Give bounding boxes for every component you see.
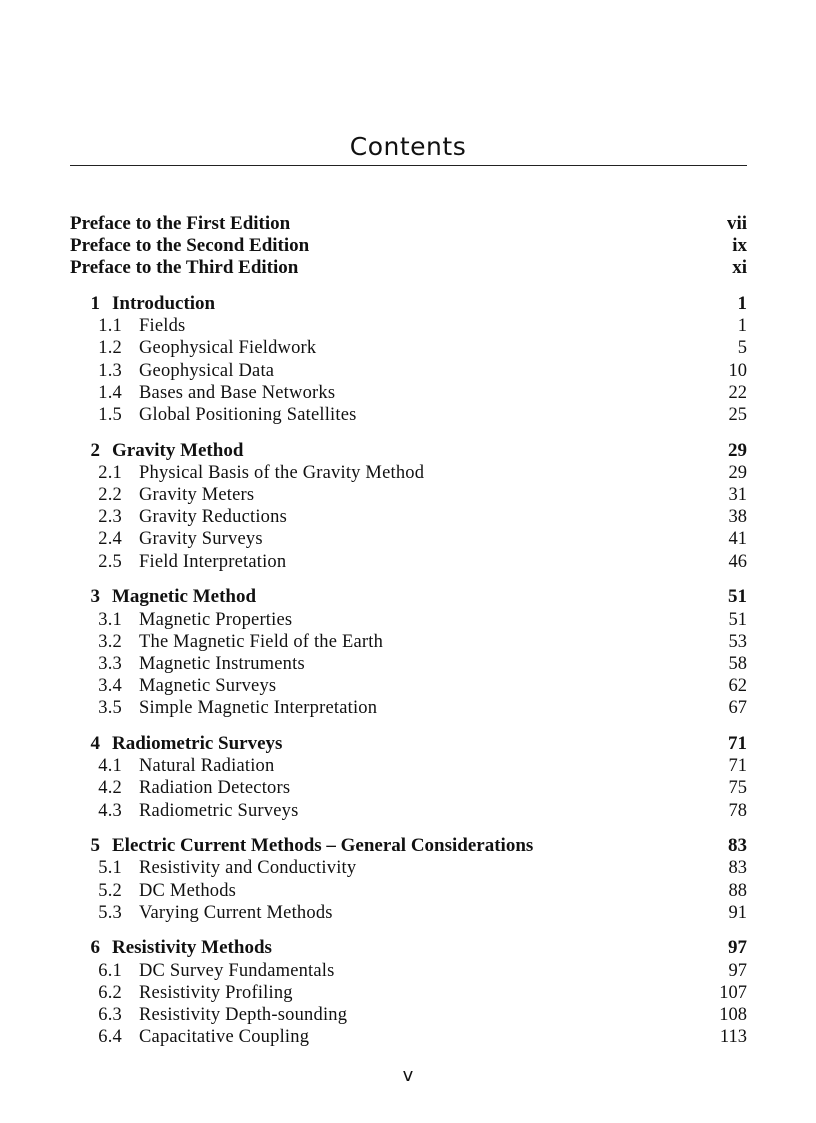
section-title: Gravity Surveys (139, 529, 263, 550)
section-number: 4.3 (98, 800, 122, 821)
section-page: 97 (728, 960, 747, 981)
toc-section-entry (70, 675, 747, 697)
section-number: 1.3 (98, 360, 122, 381)
section-page: 107 (719, 982, 747, 1003)
toc-chapter-entry (70, 835, 747, 857)
title-rule (70, 165, 747, 166)
chapter-number: 4 (90, 732, 100, 754)
section-number: 1.4 (98, 382, 122, 403)
toc-section-entry (70, 360, 747, 382)
chapter-page: 29 (728, 439, 747, 461)
section-title: Magnetic Instruments (139, 653, 305, 674)
toc-section-entry (70, 506, 747, 528)
section-title: Magnetic Properties (139, 609, 293, 630)
section-page: 38 (728, 507, 747, 528)
section-number: 5.1 (98, 858, 122, 879)
section-number: 3.1 (98, 609, 122, 630)
section-title: DC Survey Fundamentals (139, 960, 335, 981)
toc-section-entry (70, 857, 747, 879)
toc-chapter-entry (70, 293, 747, 315)
section-page: 88 (728, 880, 747, 901)
page-number: v (402, 1065, 414, 1086)
toc-section-entry (70, 697, 747, 719)
table-of-contents (70, 213, 747, 1048)
chapter-number: 1 (90, 293, 100, 315)
section-page: 113 (719, 1027, 747, 1048)
section-page: 62 (728, 676, 747, 697)
section-page: 71 (728, 756, 747, 777)
toc-section-entry (70, 777, 747, 799)
section-page: 41 (728, 529, 747, 550)
toc-section-entry (70, 755, 747, 777)
entry-page: xi (732, 257, 747, 279)
section-page: 108 (719, 1005, 747, 1025)
section-number: 2.4 (98, 529, 122, 550)
section-number: 2.2 (98, 485, 122, 506)
chapter-page: 71 (728, 732, 747, 754)
entry-title: Preface to the Second Edition (70, 235, 310, 257)
section-page: 51 (728, 609, 747, 630)
toc-section-entry (70, 1004, 747, 1026)
section-title: DC Methods (139, 880, 237, 901)
chapter-title: Gravity Method (112, 439, 244, 461)
section-number: 6.2 (98, 982, 122, 1003)
toc-section-entry (70, 1026, 747, 1048)
toc-front-matter-entry (70, 213, 747, 235)
section-title: Physical Basis of the Gravity Method (139, 462, 425, 483)
toc-section-entry (70, 462, 747, 484)
toc-section-entry (70, 653, 747, 675)
section-page: 91 (728, 902, 747, 923)
section-number: 1.2 (98, 338, 122, 359)
section-page: 1 (737, 316, 747, 337)
toc-section-entry (70, 902, 747, 924)
section-title: Capacitative Coupling (139, 1027, 310, 1048)
section-number: 3.3 (98, 653, 122, 674)
section-page: 46 (728, 551, 747, 572)
section-title: Field Interpretation (139, 551, 287, 572)
section-number: 1.5 (98, 405, 122, 425)
chapter-page: 1 (737, 293, 747, 315)
chapter-page: 97 (728, 937, 747, 959)
toc-section-entry (70, 960, 747, 982)
chapter-page: 83 (728, 835, 747, 857)
section-number: 4.2 (98, 778, 122, 799)
toc-section-entry (70, 337, 747, 359)
section-title: Gravity Reductions (139, 507, 287, 528)
toc-section-entry (70, 382, 747, 404)
section-number: 4.1 (98, 756, 122, 777)
chapter-title: Introduction (112, 293, 216, 315)
toc-front-matter-entry (70, 257, 747, 279)
section-title: Geophysical Data (139, 360, 275, 381)
section-page: 31 (728, 485, 747, 506)
section-page: 78 (728, 800, 747, 821)
toc-chapter-entry (70, 937, 747, 959)
section-page: 5 (737, 338, 747, 359)
section-page: 58 (728, 653, 747, 674)
toc-front-matter-entry (70, 235, 747, 257)
section-title: Resistivity Profiling (139, 982, 293, 1003)
toc-section-entry (70, 315, 747, 337)
chapter-number: 5 (90, 835, 100, 857)
toc-section-entry (70, 800, 747, 822)
section-number: 3.5 (98, 698, 122, 719)
section-number: 6.4 (98, 1027, 122, 1048)
section-number: 3.4 (98, 676, 122, 697)
section-number: 1.1 (98, 316, 122, 337)
section-title: Magnetic Surveys (139, 676, 277, 697)
section-page: 25 (728, 405, 747, 425)
section-number: 2.3 (98, 507, 122, 528)
toc-section-entry (70, 982, 747, 1004)
section-page: 29 (728, 462, 747, 483)
chapter-number: 3 (90, 586, 100, 608)
toc-section-entry (70, 484, 747, 506)
entry-page: ix (732, 235, 747, 257)
toc-section-entry (70, 551, 747, 573)
chapter-number: 6 (90, 937, 100, 959)
toc-section-entry (70, 631, 747, 653)
section-title: Resistivity and Conductivity (139, 858, 357, 879)
section-page: 83 (728, 858, 747, 879)
page-title: Contents (349, 132, 467, 161)
entry-page: vii (726, 213, 747, 234)
section-title: Fields (139, 316, 186, 337)
section-title: Global Positioning Satellites (139, 405, 357, 425)
chapter-page: 51 (728, 586, 747, 608)
toc-section-entry (70, 528, 747, 550)
section-title: Simple Magnetic Interpretation (139, 698, 378, 719)
entry-title: Preface to the First Edition (70, 213, 291, 234)
section-number: 6.1 (98, 960, 122, 981)
section-title: Resistivity Depth-sounding (139, 1005, 348, 1025)
section-number: 5.2 (98, 880, 122, 901)
section-page: 53 (728, 631, 747, 652)
toc-chapter-entry (70, 586, 747, 608)
section-page: 75 (728, 778, 747, 799)
section-number: 2.5 (98, 551, 122, 572)
section-title: Bases and Base Networks (139, 382, 336, 403)
chapter-title: Resistivity Methods (112, 937, 272, 959)
section-title: Radiometric Surveys (139, 800, 299, 821)
toc-section-entry (70, 404, 747, 426)
section-number: 5.3 (98, 902, 122, 923)
chapter-title: Radiometric Surveys (112, 732, 283, 754)
section-title: Geophysical Fieldwork (139, 338, 317, 359)
section-title: Natural Radiation (139, 756, 275, 777)
section-title: Gravity Meters (139, 485, 255, 506)
section-title: The Magnetic Field of the Earth (139, 631, 384, 652)
chapter-title: Magnetic Method (112, 586, 257, 608)
section-page: 10 (728, 360, 747, 381)
section-number: 3.2 (98, 631, 122, 652)
section-page: 22 (728, 382, 747, 403)
toc-section-entry (70, 880, 747, 902)
chapter-number: 2 (90, 439, 100, 461)
toc-chapter-entry (70, 733, 747, 755)
chapter-title: Electric Current Methods – General Considerations (112, 835, 534, 857)
section-number: 6.3 (98, 1005, 122, 1025)
entry-title: Preface to the Third Edition (70, 257, 299, 279)
toc-chapter-entry (70, 440, 747, 462)
section-title: Radiation Detectors (139, 778, 291, 799)
section-page: 67 (728, 698, 747, 719)
section-title: Varying Current Methods (139, 902, 333, 923)
toc-section-entry (70, 609, 747, 631)
section-number: 2.1 (98, 462, 122, 483)
